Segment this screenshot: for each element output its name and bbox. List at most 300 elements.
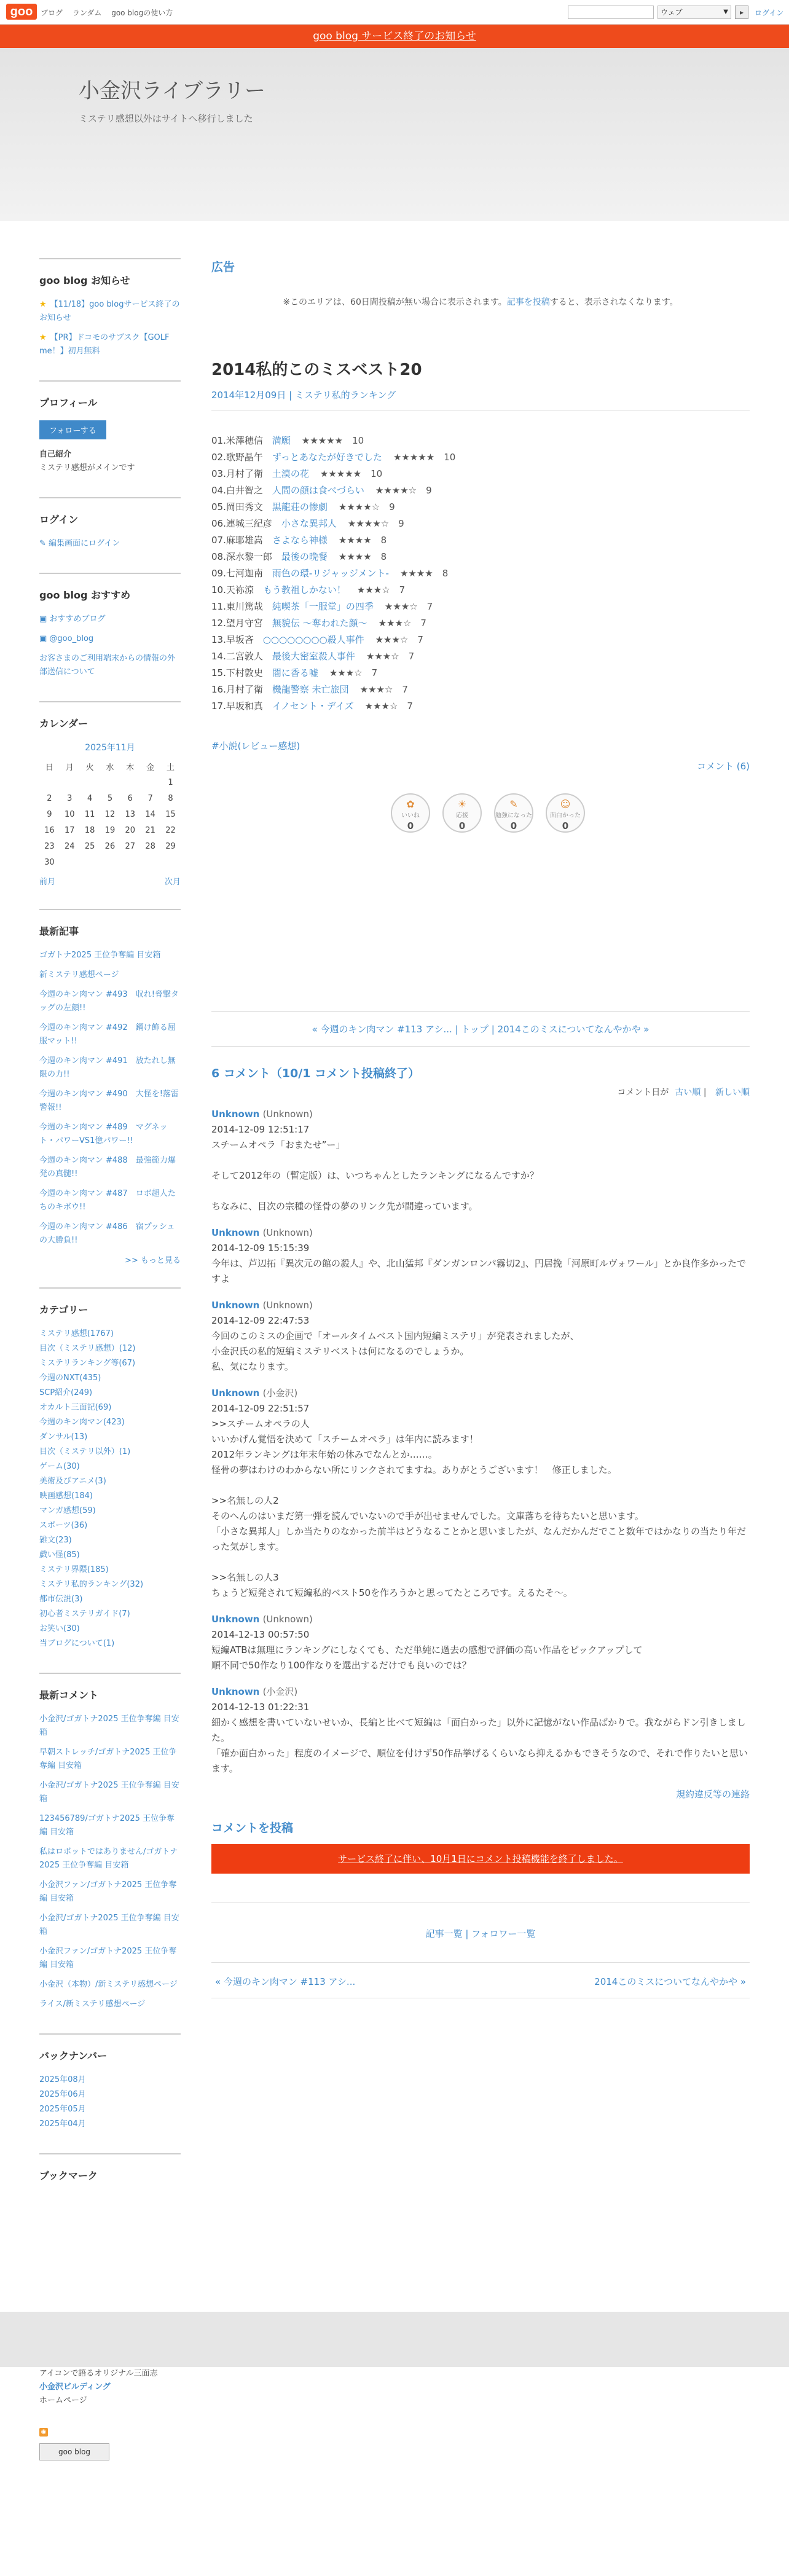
- recent-comments-section: [39, 1673, 181, 2011]
- sidebar: [39, 258, 181, 2204]
- post-title[interactable]: 2014私的このミスベスト20: [211, 361, 422, 379]
- post-tag[interactable]: #小説(レビュー感想): [211, 740, 300, 752]
- calendar-day: [140, 854, 160, 870]
- ranking-row: [211, 632, 750, 648]
- recent-post-link[interactable]: ゴガトナ2025 王位争奪編 目安箱: [39, 951, 161, 960]
- category-link[interactable]: ミステリ私的ランキング(32): [39, 1580, 144, 1589]
- comment-date: 2014-12-09 15:15:39: [211, 1243, 310, 1254]
- top-link[interactable]: トップ: [461, 1024, 489, 1035]
- commenter-role: (Unknown): [262, 1614, 313, 1625]
- commenter-name[interactable]: Unknown: [211, 1388, 263, 1399]
- recent-comment-link[interactable]: 小金沢/ゴガトナ2025 王位争奪編 目安箱: [39, 1781, 179, 1804]
- category-link[interactable]: マンガ感想(59): [39, 1506, 96, 1515]
- twitter-link[interactable]: [39, 632, 181, 646]
- comment-date: 2014-12-13 00:57:50: [211, 1629, 310, 1640]
- rss-icon[interactable]: ◉: [39, 2428, 48, 2437]
- backnumber-link[interactable]: 2025年05月: [39, 2105, 86, 2114]
- pencil-icon: ✎: [39, 539, 49, 548]
- calendar-day[interactable]: 20: [125, 825, 136, 835]
- top-link-blog[interactable]: ブログ: [41, 9, 63, 17]
- section-title: 最新記事: [39, 925, 79, 937]
- post-comment-heading: コメントを投稿: [211, 1821, 294, 1835]
- comment: [211, 1684, 750, 1777]
- notice-item-label: 【11/18】goo blogサービス終了のお知らせ: [39, 300, 180, 323]
- edit-login-link[interactable]: [39, 537, 181, 551]
- calendar-week: [39, 790, 181, 806]
- comment-body: >>スチームオペラの人 いいかげん覚悟を決めて「スチームオペラ」は年内に読みます！ 2012年ランキングは年末年始の休みでなんとか……。 怪骨の夢はわけのわからない所にリンクされてますね。ありがとうございます！ 修正しました。 >>名無しの人2 そのへんのはいまだ第一弾を読んでいないので手が出せませんでした。文庫落ちを待ちたいと思います。 「小さな異邦人」しか当たりのなかった前半はどうなることかと思いましたが、なんだかんだでこと数年ではかなりの当たり年だった気がします。 >>名無しの人3 ちょうど短発されて短編私的ベスト50を作ろうかと思ってたところです。えるたそ〜。: [211, 1418, 747, 1598]
- goo-blog-badge[interactable]: goo blog: [39, 2443, 109, 2460]
- section-title: カテゴリー: [39, 1304, 88, 1316]
- comment-header: [211, 1612, 750, 1627]
- commenter-name[interactable]: Unknown: [211, 1686, 263, 1697]
- rank-author: 16.月村了衛: [211, 684, 272, 695]
- notice-section: [39, 258, 181, 358]
- post-meta: 2014年12月09日 | ミステリ私的ランキング: [211, 390, 396, 401]
- section-title: ブックマーク: [39, 2170, 98, 2181]
- notice-item-label: 【PR】ドコモのサブスク【GOLF me！】初月無料: [39, 333, 170, 356]
- comment-header: [211, 1298, 750, 1313]
- rank-title-link[interactable]: 小さな異邦人: [281, 518, 337, 529]
- reaction-count: 0: [510, 820, 517, 831]
- rank-stars: ★★★☆ 7: [384, 601, 433, 612]
- category-link[interactable]: 戯い怪(85): [39, 1550, 80, 1560]
- comments-heading: 6 コメント（10/1 コメント投稿終了）: [211, 1067, 420, 1080]
- reaction-label: 応援: [456, 812, 468, 819]
- calendar-table: [39, 758, 181, 870]
- article-list-link[interactable]: 記事一覧: [425, 1928, 463, 1939]
- section-title: ログイン: [39, 514, 79, 525]
- login-link[interactable]: ログイン: [755, 9, 784, 17]
- rank-author: 12.望月守宮: [211, 618, 272, 629]
- calendar-weekday: 金: [146, 763, 155, 772]
- commenter-role: (小金沢): [262, 1686, 298, 1697]
- reaction-button[interactable]: [494, 793, 533, 833]
- commenter-role: (Unknown): [262, 1300, 313, 1311]
- login-section: [39, 497, 181, 551]
- twitter-label: @goo_blog: [49, 634, 94, 643]
- category-link[interactable]: SCP紹介(249): [39, 1388, 93, 1397]
- list-nav: 記事一覧 | フォロワー一覧: [211, 1902, 750, 1940]
- rank-title-link[interactable]: イノセント・デイズ: [272, 701, 354, 712]
- rank-author: 04.白井智之: [211, 485, 272, 496]
- calendar-day: [140, 774, 160, 790]
- twitter-icon: ▣: [39, 634, 50, 643]
- comment-body: 細かく感想を書いていないせいか、長編と比べて短編は「面白かった」以外に記憶がない作品ばかりで。我ながらドン引きしました。 「確か面白かった」程度のイメージで、順位を付けず50作品挙げるくらいなら抑えるかもできそうなので、それで作りたいと思います。: [211, 1717, 748, 1774]
- profile-section: [39, 380, 181, 475]
- calendar-weekday: 月: [65, 763, 74, 772]
- category-link[interactable]: 目次（ミステリ以外）(1): [39, 1447, 131, 1456]
- post-nav: « 今週のキン肉マン #113 アシ... | トップ | 2014このミスについてなんやかや »: [211, 1011, 750, 1047]
- report-link[interactable]: 規約違反等の連絡: [675, 1789, 750, 1800]
- reaction-label: いいね: [401, 812, 420, 819]
- category-link[interactable]: 美術及びアニメ(3): [39, 1477, 106, 1486]
- main-content: [211, 258, 750, 1998]
- recent-comment-link[interactable]: 私はロボットではありません/ゴガトナ2025 王位争奪編 目安箱: [39, 1847, 178, 1870]
- ranking-row: [211, 565, 750, 582]
- ranking-row: [211, 499, 750, 516]
- edit-login-label: 編集画面にログイン: [49, 539, 120, 548]
- ranking-row: [211, 698, 750, 715]
- ranking-row: [211, 516, 750, 532]
- calendar-day[interactable]: 9: [47, 809, 52, 819]
- recommend-label: おすすめブログ: [49, 615, 106, 624]
- rank-title-link[interactable]: さよなら神様: [272, 535, 328, 546]
- calendar-day[interactable]: 27: [125, 841, 136, 851]
- comment-sort: コメント日が 古い順 | 新しい順: [617, 1088, 750, 1098]
- top-link-random[interactable]: ランダム: [72, 9, 102, 17]
- backnumber-link[interactable]: 2025年04月: [39, 2119, 86, 2129]
- calendar-week: [39, 838, 181, 854]
- category-link[interactable]: 今週のNXT(435): [39, 1373, 101, 1383]
- category-link[interactable]: ミステリ界隈(185): [39, 1565, 109, 1574]
- recent-comment-link[interactable]: 小金沢ファン/ゴガトナ2025 王位争奪編 目安箱: [39, 1880, 177, 1903]
- comment-date: 2014-12-09 12:51:17: [211, 1124, 310, 1135]
- calendar-day[interactable]: 22: [165, 825, 176, 835]
- category-link[interactable]: ゲーム(30): [39, 1462, 80, 1471]
- rank-stars: ★★★★☆ 9: [338, 501, 395, 512]
- follow-button[interactable]: フォローする: [39, 420, 106, 439]
- comment: [211, 1298, 750, 1375]
- recent-comment-link[interactable]: 小金沢/ゴガトナ2025 王位争奪編 目安箱: [39, 1914, 179, 1936]
- goo-logo[interactable]: goo: [6, 4, 37, 20]
- recent-post-link[interactable]: 新ミステリ感想ページ: [39, 970, 119, 980]
- rank-author: 13.早坂吝: [211, 634, 263, 645]
- category-link[interactable]: 目次（ミステリ感想）(12): [39, 1344, 136, 1353]
- commenter-role: (小金沢): [262, 1388, 298, 1399]
- calendar-day[interactable]: 16: [44, 825, 55, 835]
- recent-comment-link[interactable]: 小金沢/ゴガトナ2025 王位争奪編 目安箱: [39, 1714, 179, 1737]
- reaction-count: 0: [407, 820, 414, 831]
- search-input[interactable]: [568, 6, 654, 19]
- footer-text: ホームページ: [39, 2396, 87, 2405]
- calendar-weekday: 火: [85, 763, 94, 772]
- commenter-name[interactable]: Unknown: [211, 1109, 263, 1120]
- comment-date: 2014-12-09 22:47:53: [211, 1315, 310, 1326]
- external-info-link[interactable]: お客さまのご利用端末からの情報の外部送信について: [39, 654, 176, 677]
- reaction-count: 0: [458, 820, 466, 831]
- recent-posts-section: [39, 909, 181, 1265]
- reaction-button[interactable]: [442, 793, 482, 833]
- bookmark-section: [39, 2153, 181, 2182]
- comment-body: 今年は、芦辺拓『異次元の館の殺人』や、北山猛邦『ダンガンロンパ霧切2』、円居挽「河原町ルヴォワール」とか良作多かったですよ: [211, 1258, 746, 1284]
- rank-stars: ★★★★ 8: [338, 535, 387, 546]
- prev-post-link[interactable]: « 今週のキン肉マン #113 アシ...: [215, 1976, 356, 1987]
- calendar-week: [39, 806, 181, 822]
- rank-author: 08.深水黎一郎: [211, 551, 281, 562]
- reaction-button[interactable]: [391, 793, 430, 833]
- rank-stars: ★★★☆ 7: [356, 584, 406, 595]
- ranking-row: [211, 582, 750, 599]
- comment-header: [211, 1107, 750, 1122]
- calendar-day[interactable]: 10: [64, 809, 75, 819]
- sort-label: コメント日が: [617, 1088, 669, 1098]
- calendar-week: [39, 774, 181, 790]
- notice-item[interactable]: [39, 298, 181, 325]
- rank-title-link[interactable]: ずっとあなたが好きでした: [272, 452, 382, 463]
- section-title: 最新コメント: [39, 1689, 99, 1701]
- category-link[interactable]: ダンサル(13): [39, 1432, 88, 1442]
- service-end-banner[interactable]: goo blog サービス終了のお知らせ: [0, 25, 789, 48]
- ranking-row: [211, 482, 750, 499]
- ad-note: [211, 296, 750, 308]
- calendar-section: [39, 701, 181, 887]
- rank-stars: ★★★★☆ 9: [347, 518, 404, 529]
- profile-text: ミステリ感想がメインです: [39, 463, 135, 473]
- calendar-day[interactable]: 12: [104, 809, 116, 819]
- comment-count-link[interactable]: コメント (6): [696, 761, 750, 772]
- comment: [211, 1225, 750, 1287]
- next-post-link[interactable]: 2014このミスについてなんやかや »: [497, 1024, 650, 1035]
- recent-comment-link[interactable]: 早朝ストレッチ/ゴガトナ2025 王位争奪編 目安箱: [39, 1748, 177, 1770]
- search-button[interactable]: ▸: [735, 6, 748, 19]
- recommend-blog-link[interactable]: [39, 613, 181, 626]
- post-category[interactable]: ミステリ私的ランキング: [294, 390, 396, 401]
- rank-author: 15.下村敦史: [211, 667, 272, 678]
- category-link[interactable]: オカルト三面記(69): [39, 1403, 112, 1412]
- calendar-day: [160, 854, 181, 870]
- rank-stars: ★★★★★ 10: [320, 468, 383, 479]
- rank-title-link[interactable]: もう教祖しかない！: [262, 584, 346, 595]
- calendar-day: [100, 774, 120, 790]
- category-link[interactable]: 初心者ミステリガイド(7): [39, 1609, 130, 1619]
- chevron-down-icon: ▼: [723, 9, 728, 15]
- top-links: [41, 7, 180, 18]
- rank-title-link[interactable]: 最後大密室殺人事件: [272, 651, 355, 662]
- calendar-day[interactable]: 29: [165, 841, 176, 851]
- post-article-link[interactable]: 記事を投稿: [506, 297, 550, 307]
- search-scope-value: ウェブ: [661, 8, 683, 17]
- calendar-day[interactable]: 21: [145, 825, 155, 835]
- recent-comment-link[interactable]: 123456789/ゴガトナ2025 王位争奪編 目安箱: [39, 1814, 175, 1837]
- rank-author: 11.東川篤哉: [211, 601, 272, 612]
- rank-title-link[interactable]: 最後の晩餐: [281, 551, 328, 562]
- rank-stars: ★★★★ 8: [338, 551, 387, 562]
- comment-header: [211, 1225, 750, 1241]
- section-title: カレンダー: [39, 718, 88, 729]
- blog-icon: ▣: [39, 615, 50, 624]
- calendar-day: [80, 774, 100, 790]
- calendar-day[interactable]: 2: [47, 793, 52, 803]
- calendar-day: [120, 774, 140, 790]
- calendar-weekday: 水: [106, 763, 114, 772]
- calendar-day[interactable]: 23: [44, 841, 55, 851]
- reaction-icon: ☀: [457, 798, 467, 810]
- rank-stars: ★★★☆ 7: [359, 684, 408, 695]
- rank-stars: ★★★★ 8: [399, 568, 449, 579]
- category-link[interactable]: ミステリ感想(1767): [39, 1329, 114, 1338]
- reaction-label: 面白かった: [550, 812, 581, 819]
- rank-stars: ★★★☆ 7: [366, 651, 415, 662]
- rank-stars: ★★★★★ 10: [393, 452, 456, 463]
- category-link[interactable]: お笑い(30): [39, 1624, 80, 1633]
- rank-title-link[interactable]: 純喫茶「一服堂」の四季: [272, 601, 374, 612]
- profile-label: 自己紹介: [39, 450, 72, 459]
- ranking-row: [211, 449, 750, 466]
- rank-title-link[interactable]: 満願: [272, 435, 291, 446]
- top-bar: [0, 0, 789, 25]
- ranking-row: [211, 681, 750, 698]
- rank-author: 02.歌野晶午: [211, 452, 272, 463]
- calendar-day[interactable]: 4: [87, 793, 93, 803]
- star-icon: ★: [39, 300, 47, 309]
- rank-title-link[interactable]: 人間の顔は食べづらい: [272, 485, 364, 496]
- sort-old-link[interactable]: 古い順: [675, 1088, 701, 1098]
- calendar-day[interactable]: 24: [64, 841, 75, 851]
- rank-author: 03.月村了衛: [211, 468, 272, 479]
- category-link[interactable]: 映画感想(184): [39, 1491, 93, 1501]
- calendar-day[interactable]: 25: [84, 841, 95, 851]
- footer-links: [39, 2367, 224, 2460]
- ad-heading: 広告: [211, 261, 235, 274]
- rank-author: 09.七河迦南: [211, 568, 272, 579]
- reaction-icon: ✎: [509, 798, 518, 810]
- comment-date: 2014-12-09 22:51:57: [211, 1403, 310, 1414]
- ranking-row: [211, 599, 750, 615]
- calendar-day[interactable]: 26: [104, 841, 116, 851]
- rank-title-link[interactable]: 無貌伝 〜奪われた顔〜: [272, 618, 367, 629]
- star-icon: ★: [39, 333, 47, 342]
- calendar-day[interactable]: 13: [125, 809, 136, 819]
- prev-month-link[interactable]: 前月: [39, 878, 56, 887]
- rank-author: 10.天袮涼: [211, 584, 263, 595]
- rank-title-link[interactable]: 黒龍荘の惨劇: [272, 501, 328, 512]
- calendar-day[interactable]: 17: [64, 825, 75, 835]
- reaction-button[interactable]: [546, 793, 585, 833]
- ranking-row: [211, 648, 750, 665]
- rank-author: 06.連城三紀彦: [211, 518, 281, 529]
- commenter-name[interactable]: Unknown: [211, 1300, 263, 1311]
- ranking-row: [211, 665, 750, 681]
- comment-closed-notice[interactable]: サービス終了に伴い、10月1日にコメント投稿機能を終了しました。: [211, 1844, 750, 1874]
- calendar-day[interactable]: 8: [168, 793, 173, 803]
- recent-comment-link[interactable]: 小金沢（本物）/新ミステリ感想ページ: [39, 1980, 178, 1989]
- calendar-day[interactable]: 14: [145, 809, 155, 819]
- calendar-day: [80, 854, 100, 870]
- footer-band: [0, 2312, 789, 2367]
- recent-post-link[interactable]: 今週のキン肉マン #493 収れ!脅撃タッグの左顔!!: [39, 990, 179, 1013]
- category-link[interactable]: ミステリランキング等(67): [39, 1359, 136, 1368]
- commenter-role: (Unknown): [262, 1109, 313, 1120]
- rank-stars: ★★★☆ 7: [364, 701, 413, 712]
- ranking-list: [211, 433, 750, 715]
- more-link[interactable]: >> もっと見る: [125, 1256, 181, 1265]
- category-section: [39, 1287, 181, 1651]
- recent-post-link[interactable]: 今週のキン肉マン #487 ロボ超人たちのキボウ!!: [39, 1189, 176, 1212]
- calendar-day[interactable]: 3: [67, 793, 73, 803]
- rank-author: 14.二宮敦人: [211, 651, 272, 662]
- calendar-day[interactable]: 6: [127, 793, 133, 803]
- comment-header: [211, 1386, 750, 1401]
- post-date[interactable]: 2014年12月09日: [211, 390, 286, 401]
- next-month-link[interactable]: 次月: [164, 878, 181, 887]
- search-scope-select[interactable]: [658, 6, 731, 19]
- calendar-day[interactable]: 19: [104, 825, 116, 835]
- calendar-day[interactable]: 11: [84, 809, 95, 819]
- commenter-name[interactable]: Unknown: [211, 1614, 263, 1625]
- category-link[interactable]: 雑文(23): [39, 1536, 72, 1545]
- comment-body: 短編ATBは無理にランキングにしなくても、ただ単純に過去の感想で評価の高い作品をピックアップして 順不同で50作なり100作なりを選出するだけでも良いのでは？: [211, 1644, 643, 1671]
- calendar-day: [60, 774, 80, 790]
- reaction-icon: ☺: [560, 798, 571, 810]
- recent-comment-link[interactable]: ライス/新ミステリ感想ページ: [39, 2000, 146, 2009]
- calendar-day[interactable]: 30: [44, 857, 55, 867]
- recent-post-link[interactable]: 今週のキン肉マン #492 鋼け飾る屈服マット!!: [39, 1023, 176, 1046]
- ranking-row: [211, 433, 750, 449]
- rank-title-link[interactable]: 土漠の花: [272, 468, 309, 479]
- footer-link[interactable]: 小金沢ビルディング: [39, 2382, 111, 2392]
- category-link[interactable]: 当ブログについて(1): [39, 1639, 115, 1648]
- commenter-role: (Unknown): [262, 1227, 313, 1238]
- commenter-name[interactable]: Unknown: [211, 1227, 263, 1238]
- comment-date: 2014-12-13 01:22:31: [211, 1702, 310, 1713]
- top-link-howto[interactable]: goo blogの使い方: [111, 9, 173, 17]
- comment: [211, 1612, 750, 1673]
- recent-post-link[interactable]: 今週のキン肉マン #491 放たれし無限の力!!: [39, 1056, 176, 1079]
- calendar-day[interactable]: 18: [84, 825, 95, 835]
- calendar-week: [39, 822, 181, 838]
- calendar-weekday: 木: [126, 763, 135, 772]
- rank-author: 17.早坂和真: [211, 701, 272, 712]
- backnumber-link[interactable]: 2025年06月: [39, 2090, 86, 2099]
- calendar-day[interactable]: 1: [168, 777, 173, 787]
- recent-post-link[interactable]: 今週のキン肉マン #486 宿プッシュの大勝負!!: [39, 1222, 175, 1245]
- calendar-weekday: 土: [167, 763, 175, 772]
- recent-post-link[interactable]: 今週のキン肉マン #490 大怪を!落雷警報!!: [39, 1090, 179, 1112]
- calendar-week: [39, 854, 181, 870]
- follower-list-link[interactable]: フォロワー一覧: [471, 1928, 536, 1939]
- rank-stars: ★★★☆ 7: [378, 618, 426, 629]
- reaction-icon: ✿: [406, 798, 415, 810]
- site-title[interactable]: 小金沢ライブラリー: [79, 79, 265, 103]
- calendar-day: [120, 854, 140, 870]
- rank-title-link[interactable]: 闇に香る嘘: [272, 667, 318, 678]
- recent-post-link[interactable]: 今週のキン肉マン #488 最強範力爆発の真髄!!: [39, 1156, 176, 1179]
- category-link[interactable]: スポーツ(36): [39, 1521, 88, 1530]
- rank-title-link[interactable]: ○○○○○○○○殺人事件: [262, 634, 364, 645]
- category-link[interactable]: 都市伝説(3): [39, 1595, 83, 1604]
- sort-new-link[interactable]: 新しい順: [715, 1088, 750, 1098]
- calendar-day[interactable]: 15: [165, 809, 176, 819]
- comment-body: 今回のこのミスの企画で「オールタイムベスト国内短編ミステリ」が発表されましたが、 小金沢氏の私的短編ミステリベストは何になるのでしょうか。 私、気になります。: [211, 1330, 579, 1372]
- calendar-day[interactable]: 28: [145, 841, 155, 851]
- comment: [211, 1386, 750, 1601]
- section-title: goo blog おすすめ: [39, 589, 131, 601]
- next-post-link[interactable]: 2014このミスについてなんやかや »: [594, 1976, 746, 1987]
- backnumber-link[interactable]: 2025年08月: [39, 2075, 86, 2084]
- calendar-day[interactable]: 5: [107, 793, 113, 803]
- recent-post-link[interactable]: 今週のキン肉マン #489 マグネット・パワーVS1億パワー!!: [39, 1123, 168, 1145]
- rank-author: 05.岡田秀文: [211, 501, 272, 512]
- calendar-caption: 2025年11月: [85, 743, 135, 753]
- recommend-section: [39, 573, 181, 679]
- calendar-day: [39, 774, 60, 790]
- rank-title-link[interactable]: 雨色の環-リジャッジメント-: [272, 568, 389, 579]
- footer-text: アイコンで語るオリジナル三面志: [39, 2369, 158, 2378]
- bottom-post-nav: [211, 1962, 750, 1998]
- recent-comment-link[interactable]: 小金沢ファン/ゴガトナ2025 王位争奪編 目安箱: [39, 1947, 177, 1969]
- rank-author: 01.米澤穂信: [211, 435, 272, 446]
- ranking-row: [211, 466, 750, 482]
- prev-post-link[interactable]: « 今週のキン肉マン #113 アシ...: [312, 1024, 452, 1035]
- rank-title-link[interactable]: 機龍警察 未亡旅団: [272, 684, 349, 695]
- rank-stars: ★★★☆ 7: [375, 634, 423, 645]
- notice-item[interactable]: [39, 331, 181, 358]
- comment-body: スチームオペラ「おまたせ”ー」 そして2012年の（暫定版）は、いつちゃんとしたランキングになるんですか？ ちなみに、目次の宗種の怪骨の夢のリンク先が間違っています。: [211, 1139, 539, 1212]
- calendar-weekday: 日: [45, 763, 53, 772]
- calendar-day[interactable]: 7: [147, 793, 153, 803]
- reaction-count: 0: [562, 820, 569, 831]
- category-link[interactable]: 今週のキン肉マン(423): [39, 1418, 125, 1427]
